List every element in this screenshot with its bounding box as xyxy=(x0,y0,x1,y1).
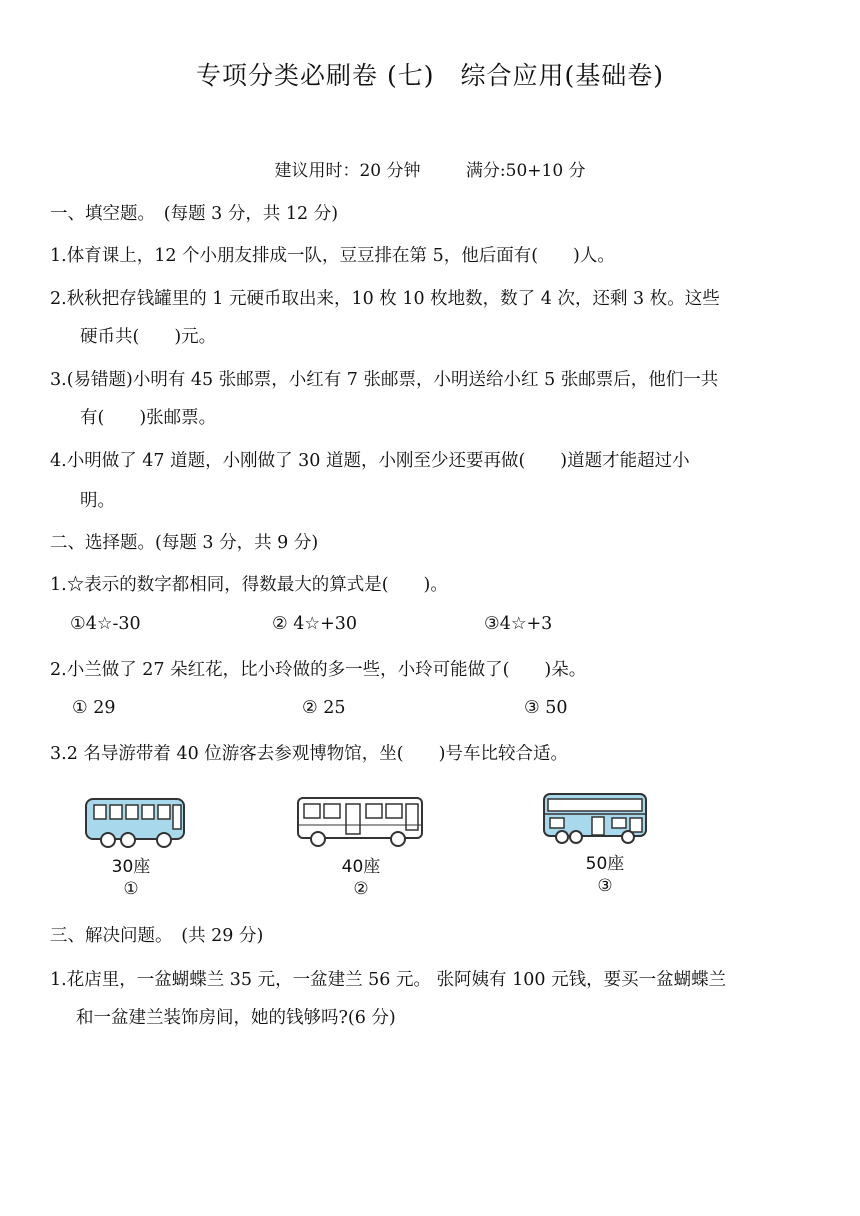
s2-q1-option-1: ①4☆-30 xyxy=(70,614,141,634)
bus-1-seats: 30座 xyxy=(111,857,151,877)
s2-q2-option-2: ② 25 xyxy=(302,698,346,718)
s1-question-2-line2: 硬币共( )元。 xyxy=(80,327,217,347)
s3-question-1-line2: 和一盆建兰装饰房间，她的钱够吗?(6 分) xyxy=(76,1008,396,1028)
s1-question-3-line2: 有( )张邮票。 xyxy=(80,408,217,428)
s1-question-1: 1.体育课上，12 个小朋友排成一队，豆豆排在第 5，他后面有( )人。 xyxy=(50,246,615,266)
bus-2-number: ② xyxy=(353,879,369,899)
s1-question-4-line2: 明。 xyxy=(80,491,115,511)
time-limit: 建议用时：20 分钟 xyxy=(274,161,421,181)
s2-question-2: 2.小兰做了 27 朵红花，比小玲做的多一些，小玲可能做了( )朵。 xyxy=(50,660,587,680)
section2-heading: 二、选择题。(每题 3 分，共 9 分) xyxy=(50,533,319,553)
bus-2-seats: 40座 xyxy=(341,857,381,877)
bus-3-seats: 50座 xyxy=(585,854,625,874)
s1-question-2-line1: 2.秋秋把存钱罐里的 1 元硬币取出来，10 枚 10 枚地数，数了 4 次，还剩 3 枚。这些 xyxy=(50,289,720,309)
bus-1-image xyxy=(84,795,188,851)
s2-q2-option-3: ③ 50 xyxy=(524,698,568,718)
s1-question-4-line1: 4.小明做了 47 道题，小刚做了 30 道题，小刚至少还要再做( )道题才能超过小 xyxy=(50,451,690,471)
section3-heading: 三、解决问题。 (共 29 分) xyxy=(50,926,264,946)
exam-meta xyxy=(0,156,860,181)
bus-3-caption xyxy=(580,853,630,897)
bus-2-image xyxy=(294,795,430,851)
section1-heading: 一、填空题。 (每题 3 分，共 12 分) xyxy=(50,204,339,224)
bus-2-caption xyxy=(336,856,386,900)
s2-question-1: 1.☆表示的数字都相同，得数最大的算式是( )。 xyxy=(50,575,448,595)
bus-3-image xyxy=(542,790,652,848)
s1-question-3-line1: 3.(易错题)小明有 45 张邮票，小红有 7 张邮票，小明送给小红 5 张邮票后，他们一共 xyxy=(50,370,719,390)
bus-3-number: ③ xyxy=(597,876,613,896)
page-title: 专项分类必刷卷 (七) 综合应用(基础卷) xyxy=(196,61,664,90)
s3-question-1-line1: 1.花店里，一盆蝴蝶兰 35 元，一盆建兰 56 元。 张阿姨有 100 元钱，要买一盆蝴蝶兰 xyxy=(50,970,727,990)
s2-q2-option-1: ① 29 xyxy=(72,698,116,718)
bus-1-number: ① xyxy=(123,879,139,899)
s2-q1-option-3: ③4☆+3 xyxy=(484,614,553,634)
bus-1-caption xyxy=(106,856,156,900)
s2-question-3: 3.2 名导游带着 40 位游客去参观博物馆，坐( )号车比较合适。 xyxy=(50,744,568,764)
s2-q1-option-2: ② 4☆+30 xyxy=(272,614,358,634)
full-score: 满分:50+10 分 xyxy=(465,161,586,181)
